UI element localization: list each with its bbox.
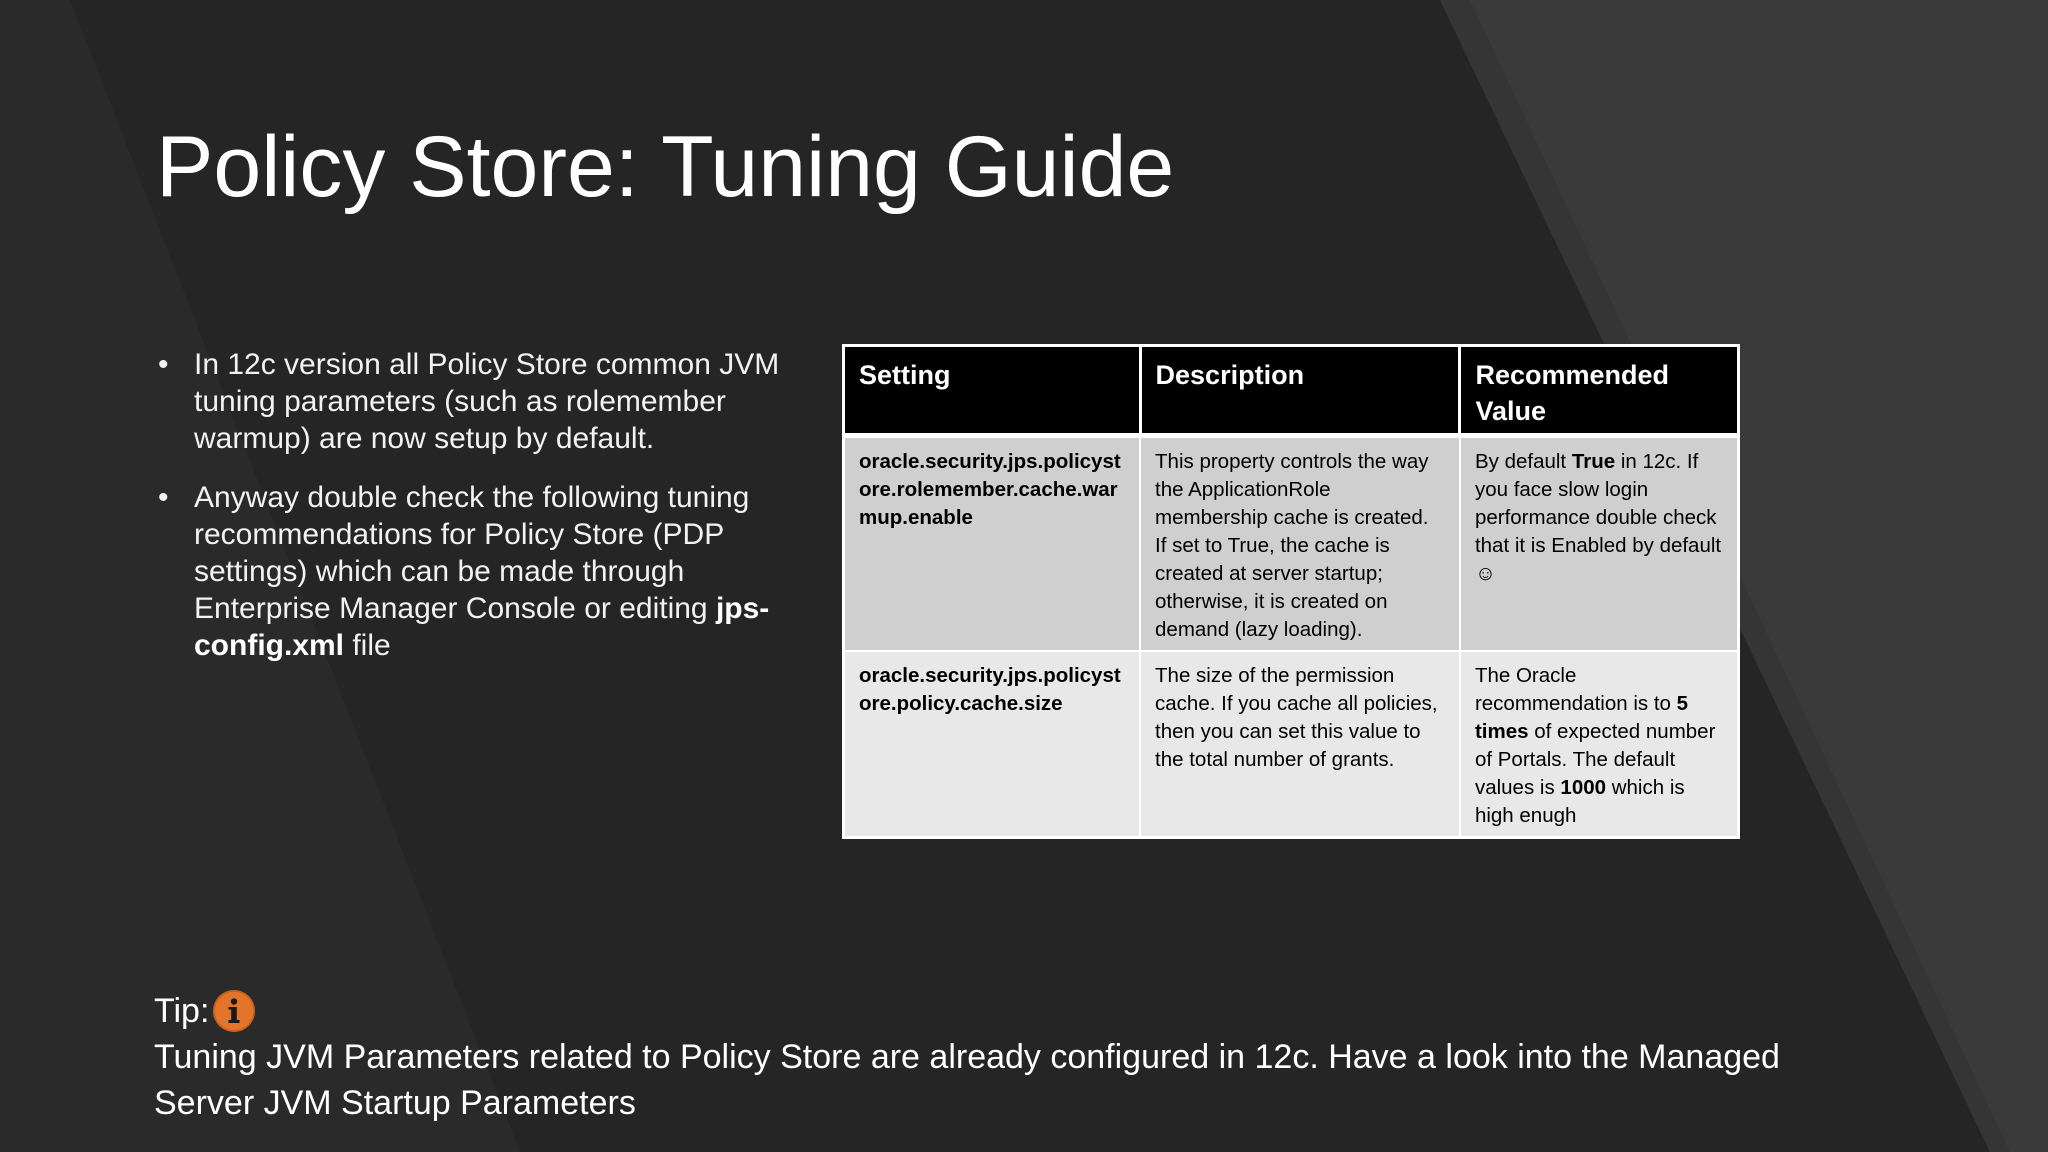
setting-cell: oracle.security.jps.policystore.rolemember.cache.warmup.enable xyxy=(844,436,1141,652)
rec-text: in 12c. If you face slow login performance double check that it is Enabled by default ☺ xyxy=(1474,450,1722,585)
tip-section xyxy=(154,988,1854,1126)
table-row xyxy=(844,651,1739,838)
tuning-table xyxy=(842,344,1740,839)
rec-bold: 1000 xyxy=(1560,776,1607,799)
header-recommended-value: Recommended Value xyxy=(1460,346,1739,436)
bullet-item xyxy=(156,479,816,664)
recommended-cell xyxy=(1460,436,1739,652)
rec-bold: 5 times xyxy=(1474,692,1689,743)
slide-title: Policy Store: Tuning Guide xyxy=(156,119,1175,215)
bullet-dot: • xyxy=(158,348,169,381)
table-header-row xyxy=(844,346,1739,436)
description-cell: The size of the permission cache. If you cache all policies, then you can set this value to the total number of grants. xyxy=(1140,651,1460,838)
description-cell: This property controls the way the ApplicationRole membership cache is created. If set to True, the cache is created at server startup; otherwise, it is created on demand (lazy loading). xyxy=(1140,436,1460,652)
bullet-text-bold: jps-config.xml xyxy=(194,592,770,662)
bullet-list xyxy=(156,346,816,686)
bullet-dot: • xyxy=(158,481,169,514)
header-description: Description xyxy=(1140,346,1460,436)
rec-text: of expected number of Portals. The default values is xyxy=(1474,720,1716,799)
header-setting: Setting xyxy=(844,346,1141,436)
rec-text: which is high enugh xyxy=(1474,776,1685,827)
rec-text: The Oracle recommendation is to xyxy=(1474,664,1677,715)
tip-header xyxy=(154,988,1854,1034)
rec-bold: True xyxy=(1571,450,1616,473)
bullet-item xyxy=(156,346,816,457)
info-icon xyxy=(213,990,255,1032)
tip-label: Tip: xyxy=(154,992,210,1030)
tip-text: Tuning JVM Parameters related to Policy Store are already configured in 12c. Have a look into the Managed Server JVM Startup Parameters xyxy=(154,1038,1780,1122)
bullet-text-after: file xyxy=(344,629,391,662)
rec-text: By default xyxy=(1474,450,1572,473)
bullet-text-before: Anyway double check the following tuning recommendations for Policy Store (PDP settings) which can be made through Enterprise Manager Console or editing xyxy=(194,481,750,625)
setting-cell: oracle.security.jps.policystore.policy.cache.size xyxy=(844,651,1141,838)
bullet-text: In 12c version all Policy Store common JVM tuning parameters (such as rolemember warmup) are now setup by default. xyxy=(194,348,780,455)
table-row xyxy=(844,436,1739,652)
recommended-cell xyxy=(1460,651,1739,838)
